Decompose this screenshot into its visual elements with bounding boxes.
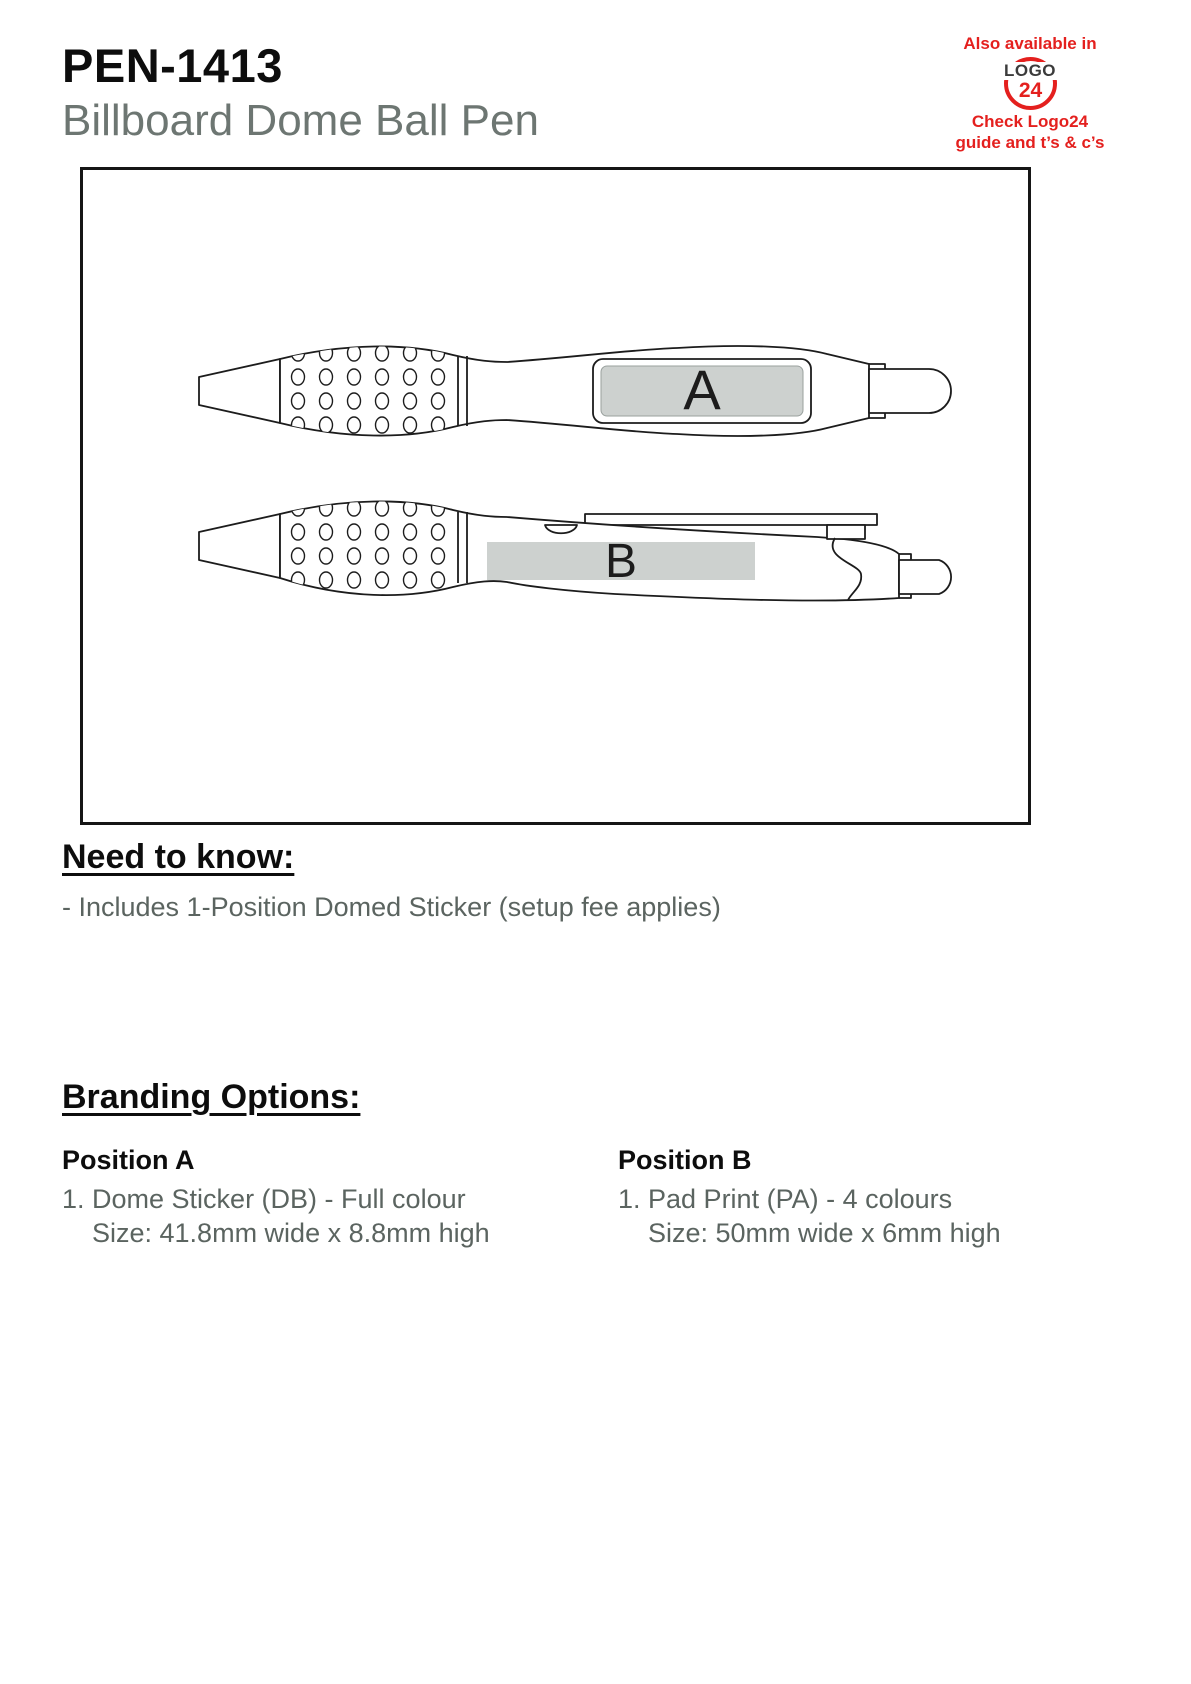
pen-a-button: [869, 369, 951, 413]
pen-b-tip: [199, 514, 280, 578]
logo24-tagline: Also available in: [963, 34, 1097, 53]
branding-position-b: [618, 1143, 1001, 1250]
logo24-number: 24: [1018, 79, 1043, 102]
position-b-title: Position B: [618, 1145, 752, 1175]
pen-a-tip: [199, 359, 280, 423]
product-name: Billboard Dome Ball Pen: [62, 96, 539, 145]
logo24-word: LOGO: [1003, 61, 1057, 80]
logo24-note-line2: guide and t’s & c’s: [955, 133, 1105, 152]
pen-b-clip-mount: [827, 525, 865, 539]
position-a-title: Position A: [62, 1145, 195, 1175]
logo24-availability-block: [904, 34, 1156, 153]
need-to-know-heading: Need to know:: [62, 838, 295, 876]
position-a-method: 1. Dome Sticker (DB) - Full colour: [62, 1184, 466, 1214]
logo24-badge-icon: [1004, 57, 1056, 109]
pen-side-view-drawing: [195, 470, 970, 610]
product-code: PEN-1413: [62, 39, 283, 92]
logo24-note-line1: Check Logo24: [971, 112, 1089, 131]
product-diagram-box: [80, 167, 1031, 825]
branding-area-a-label: A: [683, 358, 721, 421]
pen-b-clip-bar: [585, 514, 877, 525]
pen-top-view-drawing: [195, 335, 970, 447]
pen-b-button: [899, 560, 951, 594]
branding-options-heading: Branding Options:: [62, 1078, 361, 1116]
position-b-method: 1. Pad Print (PA) - 4 colours: [618, 1184, 953, 1214]
need-to-know-note: - Includes 1-Position Domed Sticker (setup fee applies): [62, 892, 721, 922]
branding-area-b-label: B: [604, 535, 638, 588]
position-a-size: Size: 41.8mm wide x 8.8mm high: [92, 1218, 490, 1248]
branding-position-a: [62, 1143, 490, 1250]
position-b-size: Size: 50mm wide x 6mm high: [648, 1218, 1001, 1248]
